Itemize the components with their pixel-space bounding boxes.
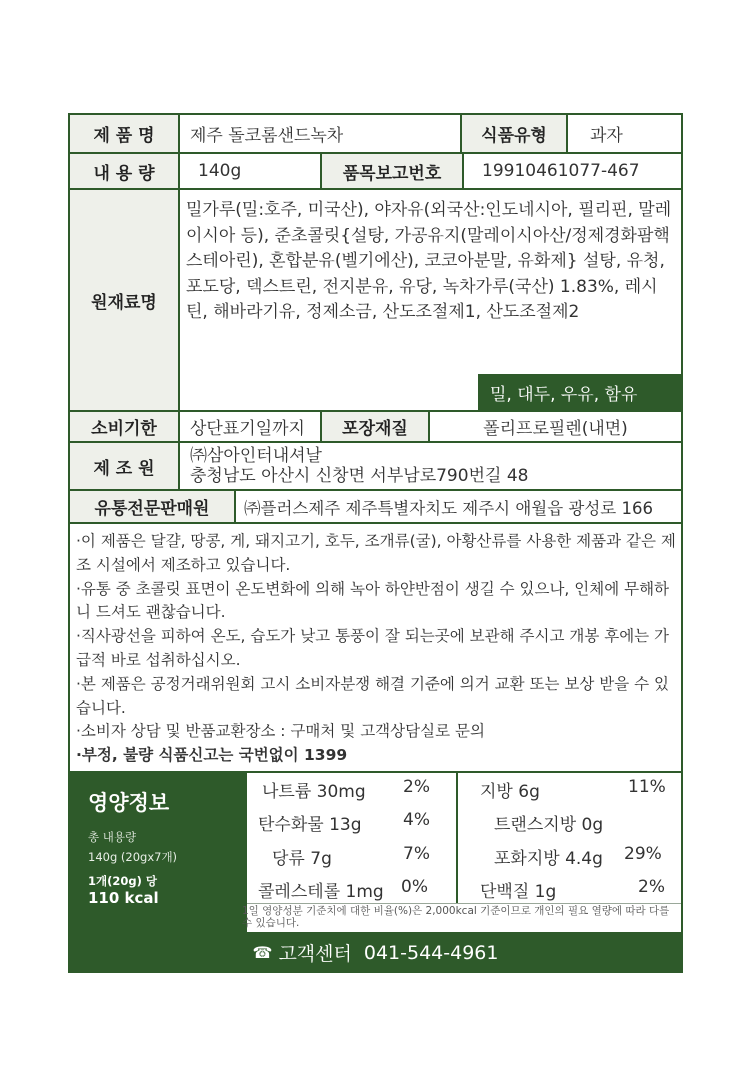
nutrient-sugars-pct: 7% (403, 844, 430, 864)
divider (68, 489, 683, 491)
nutrition-kcal: 110 kcal (88, 889, 159, 907)
nutrient-fat: 지방 6g (480, 782, 540, 802)
notice-item: ·직사광선을 피하여 온도, 습도가 낮고 통풍이 잘 되는곳에 보관해 주시고 개봉 후에는 가급적 바로 섭취하십시오. (76, 627, 670, 669)
nutrient-fat-pct: 11% (628, 777, 666, 797)
customer-center-bar (68, 932, 683, 973)
allergen-badge: 밀, 대두, 우유, 함유 (478, 374, 681, 410)
packaging-value: 폴리프로필렌(내면) (483, 419, 628, 439)
nutrient-trans-fat: 트랜스지방 0g (494, 815, 604, 835)
divider (68, 152, 683, 154)
manufacturer-address: 충청남도 아산시 신창면 서부남로790번길 48 (190, 466, 529, 486)
nutrient-sugars: 당류 7g (272, 849, 332, 869)
divider (178, 113, 180, 489)
nutrition-title: 영양정보 (88, 791, 170, 815)
expiry-value: 상단표기일까지 (190, 419, 305, 439)
food-type-value: 과자 (590, 126, 623, 146)
divider (428, 410, 430, 441)
ingredients-label: 원재료명 (70, 190, 178, 410)
expiry-label: 소비기한 (70, 412, 178, 441)
divider (462, 152, 464, 188)
divider (320, 152, 322, 188)
notice-item: ·이 제품은 달걀, 땅콩, 게, 돼지고기, 호두, 조개류(굴), 아황산류를 사용한 제품과 같은 제조 시설에서 제조하고 있습니다. (76, 532, 676, 574)
divider (460, 113, 462, 152)
distributor-label: 유통전문판매원 (70, 491, 234, 522)
nutrient-saturated-fat-pct: 29% (624, 844, 662, 864)
ingredients-text: 밀가루(밀:호주, 미국산), 야자유(외국산:인도네시아, 필리핀, 말레이시아 등), 준초콜릿{설탕, 가공유지(말레이시아산/정제경화팜핵스테아린), 혼합분유(벨기에산), 코코아분말, 유화제} 설탕, 유청, 포도당, 덱스트린, 전지분유, 유당, 녹차가루(국산) 1.83%, 레시틴, 해바라기유, 정제소금, 산도조절제1, 산도조절제2 (186, 200, 672, 323)
notice-item: ·소비자 상담 및 반품교환장소 : 구매처 및 고객상담실로 문의 (76, 722, 485, 741)
product-name-value: 제주 돌코롬샌드녹차 (190, 126, 344, 146)
nutrient-protein: 단백질 1g (480, 882, 557, 902)
distributor-value: ㈜플러스제주 제주특별자치도 제주시 애월읍 광성로 166 (244, 498, 653, 518)
manufacturer-label: 제 조 원 (70, 443, 178, 489)
content-value: 140g (198, 161, 242, 181)
manufacturer-value (180, 443, 681, 489)
manufacturer-name: ㈜삼아인터내셔날 (190, 446, 322, 466)
nutrition-serving-label: 1개(20g) 당 (88, 874, 157, 888)
nutrition-panel (70, 773, 247, 933)
food-type-label: 식품유형 (462, 115, 566, 152)
nutrient-carbs-pct: 4% (403, 810, 430, 830)
nutrient-cholesterol-pct: 0% (401, 877, 428, 897)
notice-item: ·본 제품은 공정거래위원회 고시 소비자분쟁 해결 기준에 의거 교환 또는 보상 받을 수 있습니다. (76, 674, 670, 717)
divider (320, 410, 322, 441)
divider (566, 113, 568, 152)
nutrient-protein-pct: 2% (638, 877, 665, 897)
divider (68, 522, 683, 524)
content-label: 내 용 량 (70, 154, 178, 188)
packaging-label: 포장재질 (322, 412, 428, 441)
nutrient-sodium: 나트륨 30mg (262, 782, 366, 802)
nutrition-footnote: 1일 영양성분 기준치에 대한 비율(%)은 2,000kcal 기준이므로 개인의 필요 열량에 따라 다를 수 있습니다. (242, 905, 670, 929)
divider (68, 441, 683, 443)
customer-center-label: 고객센터 (278, 943, 352, 965)
nutrient-sodium-pct: 2% (403, 777, 430, 797)
nutrient-saturated-fat: 포화지방 4.4g (494, 849, 603, 869)
product-name-label: 제 품 명 (70, 115, 178, 152)
notice-item-hotline: ·부정, 불량 식품신고는 국번없이 1399 (76, 746, 348, 765)
customer-center-phone: 041-544-4961 (363, 941, 499, 964)
notice-list (76, 530, 676, 768)
divider (68, 188, 683, 190)
nutrient-cholesterol: 콜레스테롤 1mg (258, 882, 384, 902)
report-no-value: 19910461077-467 (482, 161, 640, 181)
nutrition-total-label: 총 내용량 (88, 830, 137, 844)
nutrient-carbs: 탄수화물 13g (258, 815, 362, 835)
divider (234, 489, 236, 522)
notice-item: ·유통 중 초콜릿 표면이 온도변화에 의해 녹아 하얀반점이 생길 수 있으나, 인체에 무해하니 드셔도 괜찮습니다. (76, 579, 670, 622)
report-no-label: 품목보고번호 (322, 154, 462, 188)
nutrition-total-value: 140g (20gx7개) (88, 850, 178, 864)
telephone-icon: ☎ (252, 943, 273, 962)
divider (456, 773, 458, 903)
divider (247, 903, 681, 904)
divider (68, 410, 683, 412)
